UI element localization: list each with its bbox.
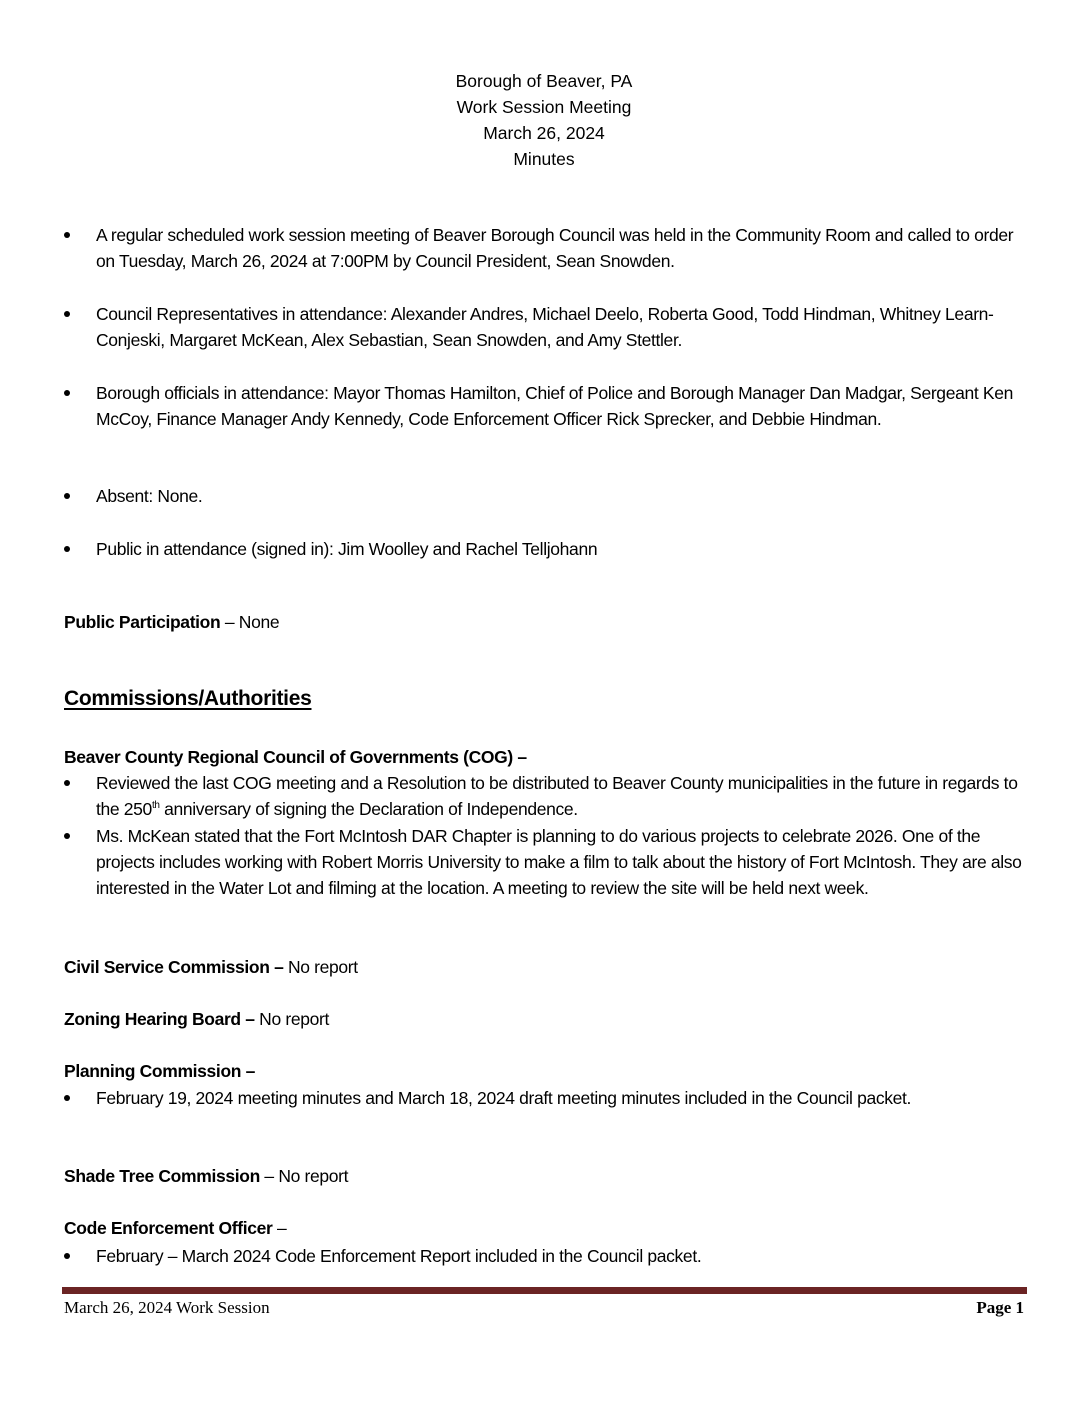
zoning-value: No report	[254, 1009, 329, 1029]
public-participation-label: Public Participation	[64, 612, 221, 632]
code-enforcement-label: Code Enforcement Officer	[64, 1218, 273, 1238]
bullet-icon	[64, 390, 70, 396]
bullet-icon	[64, 833, 70, 839]
bullet-icon	[64, 311, 70, 317]
document-title-block	[0, 68, 1088, 172]
civil-service-line	[64, 954, 358, 980]
bullet-icon	[64, 493, 70, 499]
code-enforcement-line	[64, 1215, 286, 1241]
planning-label: Planning Commission –	[64, 1061, 256, 1081]
title-minutes: Minutes	[513, 149, 575, 169]
footer-page-number: Page 1	[976, 1298, 1024, 1317]
cog-label: Beaver County Regional Council of Governments (COG) –	[64, 747, 527, 767]
shade-tree-label: Shade Tree Commission	[64, 1166, 260, 1186]
civil-service-label: Civil Service Commission –	[64, 957, 284, 977]
shade-tree-value: – No report	[259, 1166, 349, 1186]
public-participation-value: – None	[220, 612, 280, 632]
document-page: Borough of Beaver, PA Work Session Meeting March 26, 2024 Minutes A regular scheduled work session meeting of Beaver Borough Council was held in the Community Room and called to order on Tuesday, March 26, 2024 at 7:00PM by Council President, Sean Snowden. Council Representatives in attendance: Alexander Andres, Michael Deelo, Roberta Good, Todd Hindman, Whitney Learn-Conjeski, Margaret McKean, Alex Sebastian, Sean Snowden, and Amy Stettler. Borough officials in attendance: Mayor Thomas Hamilton, Chief of Police and Borough Manager Dan Madgar, Sergeant Ken McCoy, Finance Manager Andy Kennedy, Code Enforcement Officer Rick Sprecker, and Debbie Hindman. Absent: None. Public in attendance (signed in): Jim Woolley and Rachel Telljohann Public Participation – None Commissions/Authorities Beaver County Regional Council of Governments (COG) – Reviewed the last COG meeting and a Resolution to be distributed to Beaver County municipalities in the future in regards to the 250th anniversary of signing the Declaration of Independence. Ms. McKean stated that the Fort McIntosh DAR Chapter is planning to do various projects to celebrate 2026. One of the projects includes working with Robert Morris University to make a film to talk about the history of Fort McIntosh. They are also interested in the Water Lot and filming at the location. A meeting to review the site will be held next week. Civil Service Commission – No report Zoning Hearing Board – No report Planning Commission – February 19, 2024 meeting minutes and March 18, 2024 draft meeting minutes included in the Council packet. Shade Tree Commission – No report Code Enforcement Officer – February – March 2024 Code Enforcement Report included in the Council packet. March 26, 2024 Work Session Page 1	[0, 0, 1088, 1408]
civil-service-value: No report	[283, 957, 358, 977]
section-heading-commissions: Commissions/Authorities	[64, 687, 312, 710]
bullet-icon	[64, 1253, 70, 1259]
footer-divider	[62, 1287, 1027, 1294]
shade-tree-line	[64, 1163, 348, 1189]
title-borough: Borough of Beaver, PA	[455, 71, 633, 91]
zoning-line	[64, 1006, 329, 1032]
public-participation-line	[64, 609, 279, 635]
bullet-icon	[64, 232, 70, 238]
title-meeting-type: Work Session Meeting	[456, 97, 632, 117]
code-enforcement-value: –	[272, 1218, 287, 1238]
bullet-icon	[64, 1095, 70, 1101]
bullet-icon	[64, 546, 70, 552]
footer-meeting-label: March 26, 2024 Work Session	[64, 1298, 270, 1317]
title-date: March 26, 2024	[483, 123, 605, 143]
bullet-icon	[64, 780, 70, 786]
zoning-label: Zoning Hearing Board –	[64, 1009, 255, 1029]
